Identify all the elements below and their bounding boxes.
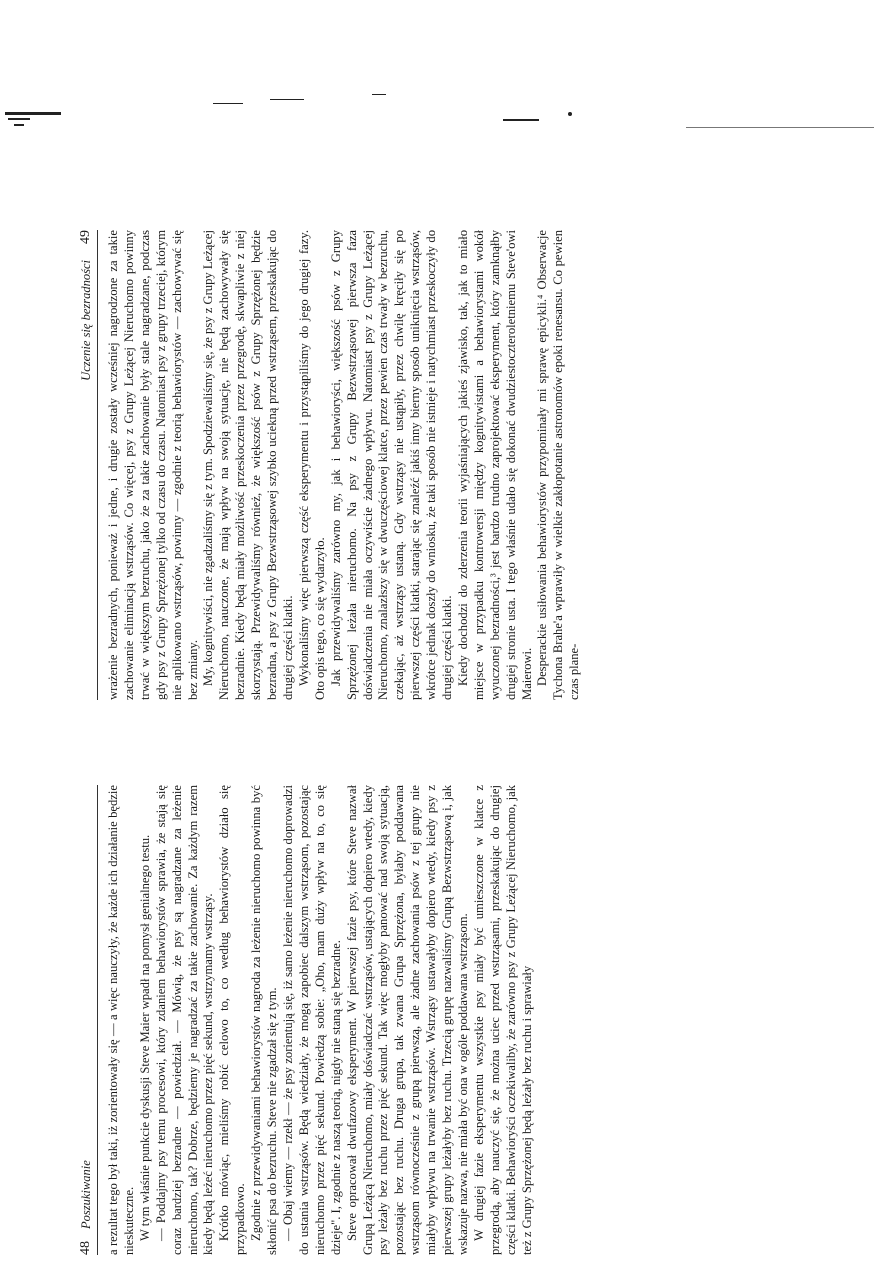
paragraph: My, kognitywiści, nie zgadzaliśmy się z tym. Spodziewaliśmy się, że psy z Grupy Leżącej Nieruchomo, nauczone, że mają wpływ na swoją sytuację, nie będą zachowywały się bezradnie. Kiedy będą miały możliwość przeskoczenia przez przegrodę, skwapliwie z niej skorzystają. Przewidywaliśmy również, że większość psów z Grupy Sprzężonej będzie bezradna, a psy z Grupy Bezwstrząsowej szybko uciekną przed wstrząsem, przeskakując do drugiej części klatki. bbox=[201, 230, 295, 700]
scan-artifacts bbox=[0, 0, 893, 240]
right-page bbox=[75, 230, 816, 700]
paragraph: Steve opracował dwufazowy eksperyment. W pierwszej fazie psy, które Steve nazwał Grupą Leżącą Nieruchomo, miały doświadczać wstrząsów, ustających dopiero wtedy, kiedy psy leżały bez ruchu przez pięć sekund. Tak więc mogłyby panować nad swoją sytuacją, pozostając bez ruchu. Druga grupa, tak zwana Grupa Sprzężona, byłaby poddawana wstrząsom równocześnie z grupą pierwszą, ale żadne zachowania psów z tej grupy nie miałyby wpływu na trwanie wstrząsów. Wstrząsy ustawałyby dopiero wtedy, kiedy psy z pierwszej grupy leżałyby bez ruchu. Trzecią grupę nazwaliśmy Grupą Bezwstrząsową i, jak wskazuje nazwa, nie miała być ona w ogóle poddawana wstrząsom. bbox=[344, 785, 470, 1255]
paragraph: Wykonaliśmy więc pierwszą część eksperymentu i przystąpiliśmy do jego drugiej fazy. Oto opis tego, co się wydarzyło. bbox=[296, 230, 327, 700]
left-page bbox=[75, 785, 816, 1255]
paragraph: Zgodnie z przewidywaniami behawiorystów nagroda za leżenie nieruchomo powinna być skłonić psa do bezruchu. Steve nie zgadzał się z tym. bbox=[249, 785, 280, 1255]
paragraph: — Poddajmy psy temu procesowi, który zdaniem behawiorystów sprawia, że stają się coraz bardziej bezradne — powiedział. — Mówią, że psy są nagradzane za leżenie nieruchomo, tak? Dobrze, będziemy je nagradzać za takie zachowanie. Za każdym razem kiedy będą leżeć nieruchomo przez pięć sekund, wstrzymamy wstrząsy. bbox=[153, 785, 216, 1255]
paragraph: a rezultat tego był taki, iż zorientowały się — a więc nauczyły, że każde ich działanie będzie nieskuteczne. bbox=[106, 785, 136, 1255]
running-head: Uczenie się bezradności bbox=[78, 260, 93, 381]
left-page-body bbox=[98, 785, 535, 1255]
scan-mark bbox=[5, 112, 61, 115]
scan-mark bbox=[213, 103, 243, 104]
left-page-header bbox=[75, 785, 98, 1255]
scan-mark bbox=[270, 99, 304, 100]
paragraph: Kiedy dochodzi do zderzenia teorii wyjaśniających jakieś zjawisko, tak, jak to miało miejsce w przypadku kontrowersji między kognitywistami a behawiorystami wokół wyuczonej bezradności,³ jest bardzo trudno zaprojektować eksperyment, który zamknąłby drugiej stronie usta. I tego właśnie udało się dokonać dwudziestoczteroletniemu Steve'owi Maierowi. bbox=[455, 230, 534, 700]
paragraph: — Obaj wiemy — rzekł — że psy zorientują się, iż samo leżenie nieruchomo doprowadzi do ustania wstrząsów. Będą wiedziały, że mogą zapobiec dalszym wstrząsom, pozostając nieruchomo przez pięć sekund. Powiedzą sobie: „Oho, mam duży wpływ na to, co się dzieje". I, zgodnie z naszą teorią, nigdy nie staną się bezradne. bbox=[280, 785, 343, 1255]
paragraph: wrażenie bezradnych, ponieważ i jedne, i drugie zostały wcześniej nagrodzone za takie zachowanie eliminacją wstrząsów. Co więcej, psy z Grupy Leżącej Nieruchomo powinny trwać w większym bezruchu, jako że za takie zachowanie były stale nagradzane, podczas gdy psy z Grupy Sprzężonej tylko od czasu do czasu. Natomiast psy z grupy trzeciej, którym nie aplikowano wstrząsów, powinny — zgodnie z teorią behawiorystów — zachowywać się bez zmiany. bbox=[106, 230, 200, 700]
running-head: Poszukiwanie bbox=[78, 1160, 93, 1229]
page-number: 49 bbox=[78, 230, 93, 244]
paragraph: Krótko mówiąc, mieliśmy robić celowo to, co według behawiorystów działo się przypadkowo. bbox=[217, 785, 248, 1255]
scan-mark bbox=[503, 119, 539, 121]
paragraph: Jak przewidywaliśmy zarówno my, jak i behawioryści, większość psów z Grupy Sprzężonej leżała nieruchomo. Na psy z Grupy Bezwstrząsowej pierwsza faza doświadczenia nie miała oczywiście żadnego wpływu. Natomiast psy z Grupy Leżącej Nieruchomo, znalazłszy się w dwuczęściowej klatce, przez pewien czas trwały w bezruchu, czekając, aż wstrząsy ustaną. Gdy wstrząsy nie ustąpiły, przez chwilę kręciły się po pierwszej części klatki, starając się znaleźć jakiś inny bierny sposób uniknięcia wstrząsów, wkrótce jednak doszły do wniosku, że taki sposób nie istnieje i natychmiast przeskoczyły do drugiej części klatki. bbox=[328, 230, 455, 700]
scan-mark bbox=[14, 124, 24, 126]
right-page-header bbox=[75, 230, 98, 700]
page-number: 48 bbox=[78, 1241, 93, 1255]
book-spread bbox=[75, 230, 816, 1255]
paragraph: Desperackie usiłowania behawiorystów przypominały mi sprawę epicykli.⁴ Obserwacje Tychona Brahe'a wprawiły w wielkie zakłopotanie astronomów epoki renesansu. Co pewien czas plane- bbox=[535, 230, 582, 700]
scan-mark bbox=[568, 112, 572, 116]
right-page-body bbox=[98, 230, 583, 700]
scan-mark bbox=[686, 127, 874, 128]
scan-mark bbox=[372, 94, 386, 95]
scan-mark bbox=[8, 118, 30, 120]
paragraph: W tym właśnie punkcie dyskusji Steve Maier wpadł na pomysł genialnego testu. bbox=[137, 834, 152, 1241]
paragraph: W drugiej fazie eksperymentu wszystkie psy miały być umieszczone w klatce z przegrodą, aby nauczyć się, że można uciec przed wstrząsami, przeskakując do drugiej części klatki. Behawioryści oczekiwaliby, że zarówno psy z Grupy Leżącej Nieruchomo, jak też z Grupy Sprzężonej będą leżały bez ruchu i sprawiały bbox=[471, 785, 534, 1255]
